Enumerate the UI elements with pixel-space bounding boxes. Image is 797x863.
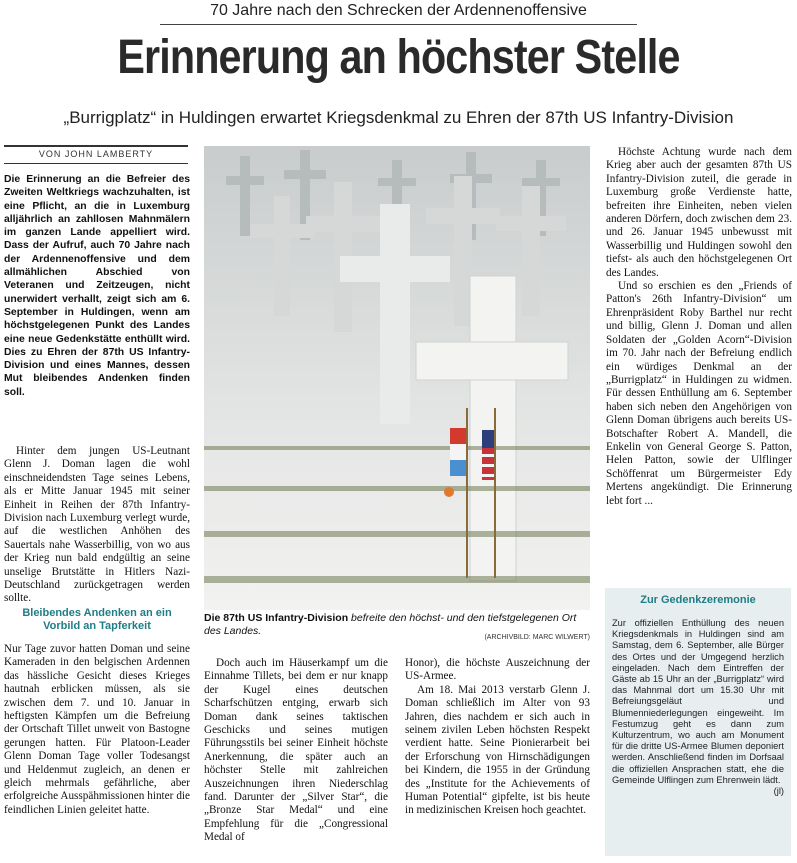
info-box-text xyxy=(612,618,784,797)
info-box-signature: (jl) xyxy=(773,786,784,797)
byline: VON JOHN LAMBERTY xyxy=(38,149,154,159)
kicker: 70 Jahre nach den Schrecken der Ardennenoffensive xyxy=(210,2,587,19)
body-text: Und so erschien es den „Friends of Patton's 26th Infantry-Division“ um Ehrenpräsident Roby Barthel nur recht und billig, Glenn J. Doman und allen Soldaten der „Golden Acorn“-Division im 70. Jahr nach der Befreiung endlich ein würdiges Denkmal an der „Burrigplatz“ in Huldingen zu widmen. Für dessen Enthüllung am 6. September haben sich neben den Angehörigen von Glenn Doman übrigens auch bereits US-Botschafter Robert A. Mandell, die Enkelin von General George S. Patton, Helen Patton, sowie der Ulflinger Schöffenrat um Bürgermeister Edy Mertens angekündigt. Die Erinnerung lebt fort ... xyxy=(606,280,792,507)
section-subheading: Bleibendes Andenken an ein Vorbild an Tapferkeit xyxy=(22,607,172,632)
info-box-title: Zur Gedenkzeremonie xyxy=(640,594,756,606)
body-text: Nur Tage zuvor hatten Doman und seine Kameraden in den belgischen Ardennen das hässliche Gesicht dieses Krieges hautnah erblicken müssen, als sie zwischen dem 7. und 10. Januar in heftigsten Kämpfen um die Befreiung der Ortschaft Tillet unweit von Bastogne gerungen hatten. Für Platoon-Leader Glenn Doman Tage voller Todesangst und Heldenmut zugleich, an denen er gleich mehrmals gefährliche, aber erfolgreiche Ausspähmissionen hinter die feindlichen Linien geleitet hatte. xyxy=(4,643,190,816)
lead-paragraph: Die Erinnerung an die Befreier des Zweiten Weltkriegs wachzuhalten, ist eine Pflicht, an die in Luxemburg alljährlich an zahllosen Mahnmälern im ganzen Lande appelliert wird. Dass der Aufruf, auch 70 Jahre nach der Ardennenoffensive und dem allmählichen Abschied von Veteranen und Zeitzeugen, nicht unerwidert verhallt, zeigt sich am 6. September in Huldingen, wenn am höchstgelegenen Punkt des Landes eine neue Gedenkstätte enthüllt wird. Dies zu Ehren der 87th US Infantry-Division und eines Mannes, dessen Mut bleibendes Andenken finden soll. xyxy=(4,174,190,398)
cemetery-photo xyxy=(204,146,590,610)
cemetery-crosses-image xyxy=(204,146,590,610)
body-column-2 xyxy=(204,657,388,845)
subheadline: „Burrigplatz“ in Huldingen erwartet Kriegsdenkmal zu Ehren der 87th US Infantry-Division xyxy=(63,108,734,127)
body-text: Hinter dem jungen US-Leutnant Glenn J. Doman lagen die wohl einschneidendsten Tage seines Lebens, als er Mitte Januar 1945 mit seiner Einheit in Reihen der 87th Infantry-Division nach Luxemburg verlegt wurde, auf die westlichen Anhöhen des Sauertals nahe Wasserbillig, von wo aus der Krieg nun bald endgültig an seine unselige Brutstätte in Hitlers Nazi-Deutschland zurückgetragen werden sollte. xyxy=(4,445,190,605)
headline: Erinnerung an höchster Stelle xyxy=(117,31,680,84)
kicker-rule xyxy=(160,24,637,25)
body-column-3 xyxy=(405,657,590,818)
body-text: Doch auch im Häuserkampf um die Einnahme Tillets, bei dem er nur knapp der Kugel eines deutschen Scharfschützen entging, erwarb sich Doman dank seines taktischen Geschicks und seines mutigen Führungsstils bei seiner Einheit höchste Anerkennung, die später auch an höchster Stelle mit zahlreichen Auszeichnungen ihren Niederschlag fand. Darunter der „Silver Star“, die „Bronze Star Medal“ und eine Empfehlung für die „Congressional Medal of xyxy=(204,657,388,844)
byline-rule-top xyxy=(4,145,188,147)
body-text: Honor), die höchste Auszeichnung der US-Armee. xyxy=(405,657,590,683)
body-text: Am 18. Mai 2013 verstarb Glenn J. Doman schließlich im Alter von 93 Jahren, dies nachdem er sich auch in seinem zivilen Leben höchsten Respekt verdient hatte. Seine Pionierarbeit bei der Erforschung von Hirnschädigungen bei Kindern, die 1955 in der Gründung des „Institute for the Achievements of Human Potential“ gipfelte, ist bis heute in medizinischen Kreisen hoch geachtet. xyxy=(405,683,590,817)
photo-credit: (ARCHIVBILD: MARC WILWERT) xyxy=(484,634,590,641)
info-box-body: Zur offiziellen Enthüllung des neuen Kriegsdenkmals in Huldingen sind am Samstag, dem 6. September, alle Bürger des Ortes und der Umgegend herzlich eingeladen. Nach dem Eintreffen der Gäste ab 15 Uhr an der „Burrigplatz“ wird das Mahnmal dort um 15.30 Uhr mit Befreiungsgeläut und Blumenniederlegungen eingeweiht. Im Festumzug geht es dann zum Kulturzentrum, wo auch am Monument für die dritte US-Armee Blumen deponiert werden. Anschließend finden im Dorfsaal die offiziellen Ansprachen statt, ehe die Gemeinde Ulflingen zum Ehrenwein lädt. xyxy=(612,618,784,785)
body-column-1-paragraph-1 xyxy=(4,445,190,606)
byline-rule-bottom xyxy=(4,163,188,164)
body-column-1-paragraph-2 xyxy=(4,643,190,817)
body-text: Höchste Achtung wurde nach dem Krieg aber auch der gesamten 87th US Infantry-Division zuteil, die gerade in Luxemburg große Verdienste hatte, befreiten ihre Einheiten, neben vielen anderen Dörfern, doch zwischen dem 23. und 26. Januar 1945 unbewusst mit Wasserbillig und Huldingen sowohl den tiefst- als auch den höchstgelegenen Ort des Landes. xyxy=(606,146,792,279)
caption-bold: Die 87th US Infantry-Division xyxy=(204,612,349,624)
body-column-4 xyxy=(606,146,792,508)
caption-italic: befreite den höchst- und den tiefstgelegenen Ort des Landes. xyxy=(204,612,577,637)
